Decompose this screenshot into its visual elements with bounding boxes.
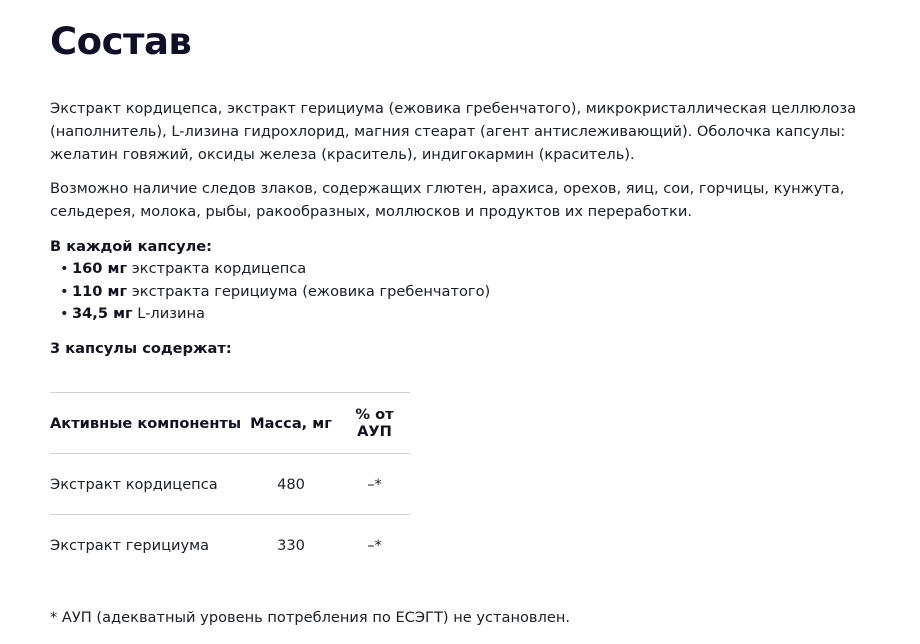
footnote: * АУП (адекватный уровень потребления по ЕСЭГТ) не установлен. [50,609,571,626]
per-capsule-heading: В каждой капсуле: [50,238,213,255]
dose-name: экстракта кордицепса [131,260,307,277]
cell-percent: –* [339,515,410,576]
bullet-icon: • [60,282,69,300]
dose-amount: 160 мг [72,260,128,277]
cell-component: Экстракт кордицепса [50,454,243,515]
composition-table [50,392,410,575]
bullet-icon: • [60,305,69,322]
page-title: Состав [50,20,192,63]
cell-component: Экстракт герициума [50,515,243,576]
per-capsule-list [60,258,490,326]
allergens-paragraph: Возможно наличие следов злаков, содержащих глютен, арахиса, орехов, яиц, сои, горчицы, кунжута, сельдерея, молока, рыбы, ракообразных, моллюсков и продуктов их переработки. [50,180,845,220]
table-row [50,515,410,576]
table-row [50,454,410,515]
cell-percent: –* [339,454,410,515]
cell-mass: 330 [243,515,339,576]
list-item [60,303,490,326]
table-header-row [50,393,410,454]
three-capsules-heading: 3 капсулы содержат: [50,340,232,357]
column-header-percent: % от АУП [339,393,410,454]
dose-amount: 110 мг [72,282,128,300]
column-header-mass: Масса, мг [243,393,339,454]
list-item [60,258,490,281]
ingredients-paragraph: Экстракт кордицепса, экстракт герициума (ежовика гребенчатого), микрокристаллическая целлюлоза (наполнитель), L-лизина гидрохлорид, магния стеарат (агент антислеживающий). Оболочка капсулы: желатин говяжий, оксиды железа (краситель), индигокармин (краситель). [50,100,857,163]
list-item [60,281,490,304]
bullet-icon: • [60,260,69,277]
column-header-component: Активные компоненты [50,393,243,454]
dose-amount: 34,5 мг [72,305,133,322]
cell-mass: 480 [243,454,339,515]
dose-name: L-лизина [137,305,205,322]
dose-name: экстракта герициума (ежовика гребенчатого) [131,282,491,300]
